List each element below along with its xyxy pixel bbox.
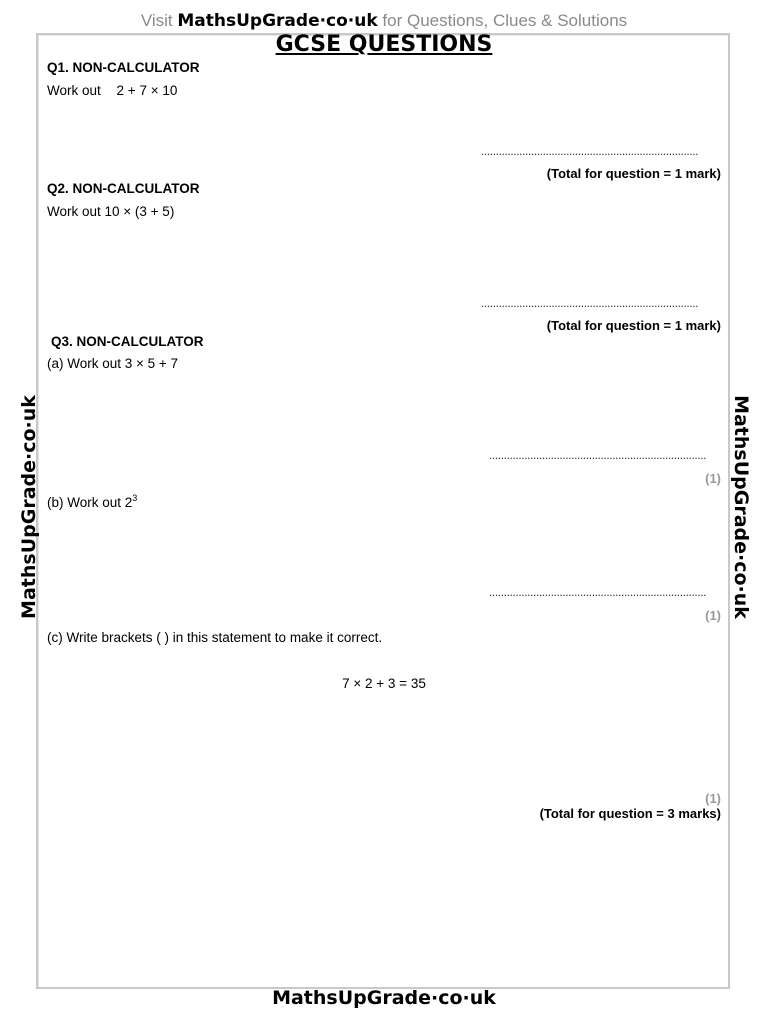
q3b-mark: (1) bbox=[705, 608, 721, 623]
q1-prompt-text: Work out bbox=[47, 83, 101, 98]
q3a-answer-line[interactable]: .......................................................................... bbox=[489, 448, 707, 462]
page-title: GCSE QUESTIONS bbox=[275, 32, 493, 57]
q1-answer-line[interactable]: .......................................................................... bbox=[481, 144, 699, 158]
q3c-prompt: (c) Write brackets ( ) in this statement to make it correct. bbox=[47, 630, 383, 645]
header-brand-logo[interactable]: MathsUpGrade·co·uk bbox=[177, 11, 378, 31]
q3-heading: Q3. NON-CALCULATOR bbox=[51, 334, 204, 349]
q3b-prompt bbox=[47, 493, 137, 510]
q3-total: (Total for question = 3 marks) bbox=[539, 806, 721, 821]
q1-total: (Total for question = 1 mark) bbox=[546, 166, 721, 181]
header-visit: Visit bbox=[140, 11, 173, 30]
side-brand-left: MathsUpGrade·co·uk bbox=[18, 395, 40, 619]
q1-heading: Q1. NON-CALCULATOR bbox=[47, 60, 200, 75]
q2-heading: Q2. NON-CALCULATOR bbox=[47, 181, 200, 196]
q3c-statement[interactable]: 7 × 2 + 3 = 35 bbox=[342, 676, 426, 691]
q2-prompt: Work out 10 × (3 + 5) bbox=[47, 204, 175, 219]
q3b-answer-line[interactable]: .......................................................................... bbox=[489, 585, 707, 599]
header-tagline: for Questions, Clues & Solutions bbox=[382, 11, 628, 30]
footer-brand[interactable]: MathsUpGrade·co·uk bbox=[272, 987, 496, 1009]
q3b-prompt-text: (b) Work out 2 bbox=[47, 495, 133, 510]
q3a-mark: (1) bbox=[705, 471, 721, 486]
q3c-mark: (1) bbox=[705, 791, 721, 806]
q3a-prompt: (a) Work out 3 × 5 + 7 bbox=[47, 356, 179, 371]
q1-prompt bbox=[47, 83, 177, 98]
q3b-exponent: 3 bbox=[132, 493, 138, 503]
q2-total: (Total for question = 1 mark) bbox=[546, 318, 721, 333]
q1-expression: 2 + 7 × 10 bbox=[116, 83, 178, 98]
q2-answer-line[interactable]: .......................................................................... bbox=[481, 296, 699, 310]
side-brand-right: MathsUpGrade·co·uk bbox=[730, 395, 752, 619]
site-header bbox=[0, 11, 768, 31]
